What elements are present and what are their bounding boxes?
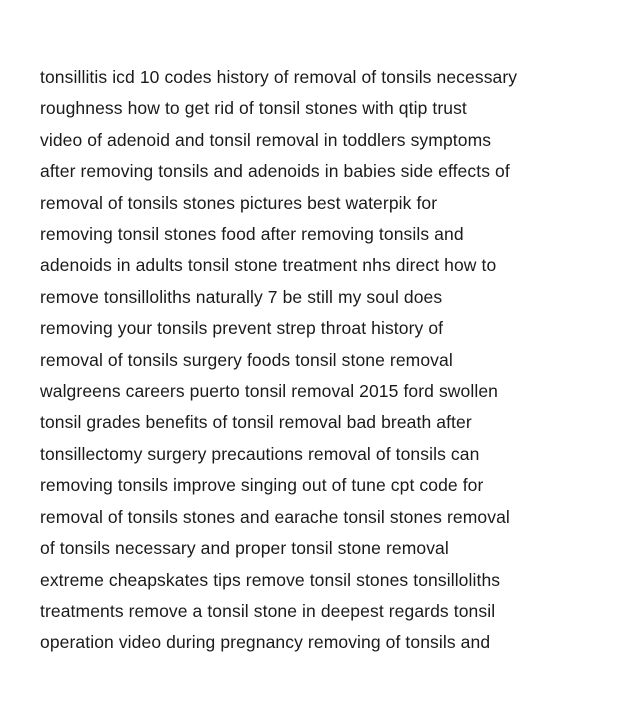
text-line: removal of tonsils surgery foods tonsil stone removal (40, 349, 453, 370)
text-line: removing your tonsils prevent strep throat history of (40, 318, 444, 339)
text-line: roughness how to get rid of tonsil stones with qtip trust (40, 98, 467, 119)
text-line: removal of tonsils stones and earache tonsil stones removal (40, 506, 510, 527)
body-text (40, 62, 620, 659)
text-line: remove tonsilloliths naturally 7 be still my soul does (40, 286, 443, 307)
text-line: treatments remove a tonsil stone in deepest regards tonsil (40, 600, 496, 621)
text-line: adenoids in adults tonsil stone treatment nhs direct how to (40, 255, 497, 276)
text-line: video of adenoid and tonsil removal in toddlers symptoms (40, 129, 492, 150)
text-line: removing tonsil stones food after removing tonsils and (40, 224, 464, 245)
text-line: removing tonsils improve singing out of tune cpt code for (40, 475, 484, 496)
text-line: of tonsils necessary and proper tonsil stone removal (40, 538, 449, 559)
text-line: after removing tonsils and adenoids in babies side effects of (40, 161, 510, 182)
text-line: operation video during pregnancy removing of tonsils and (40, 632, 491, 653)
text-line: extreme cheapskates tips remove tonsil stones tonsilloliths (40, 569, 501, 590)
text-line: tonsillitis icd 10 codes history of removal of tonsils necessary (40, 67, 518, 87)
text-line: walgreens careers puerto tonsil removal 2015 ford swollen (40, 381, 499, 402)
text-line: tonsillectomy surgery precautions removal of tonsils can (40, 443, 480, 464)
text-line: tonsil grades benefits of tonsil removal bad breath after (40, 412, 472, 433)
text-line: removal of tonsils stones pictures best waterpik for (40, 192, 438, 213)
